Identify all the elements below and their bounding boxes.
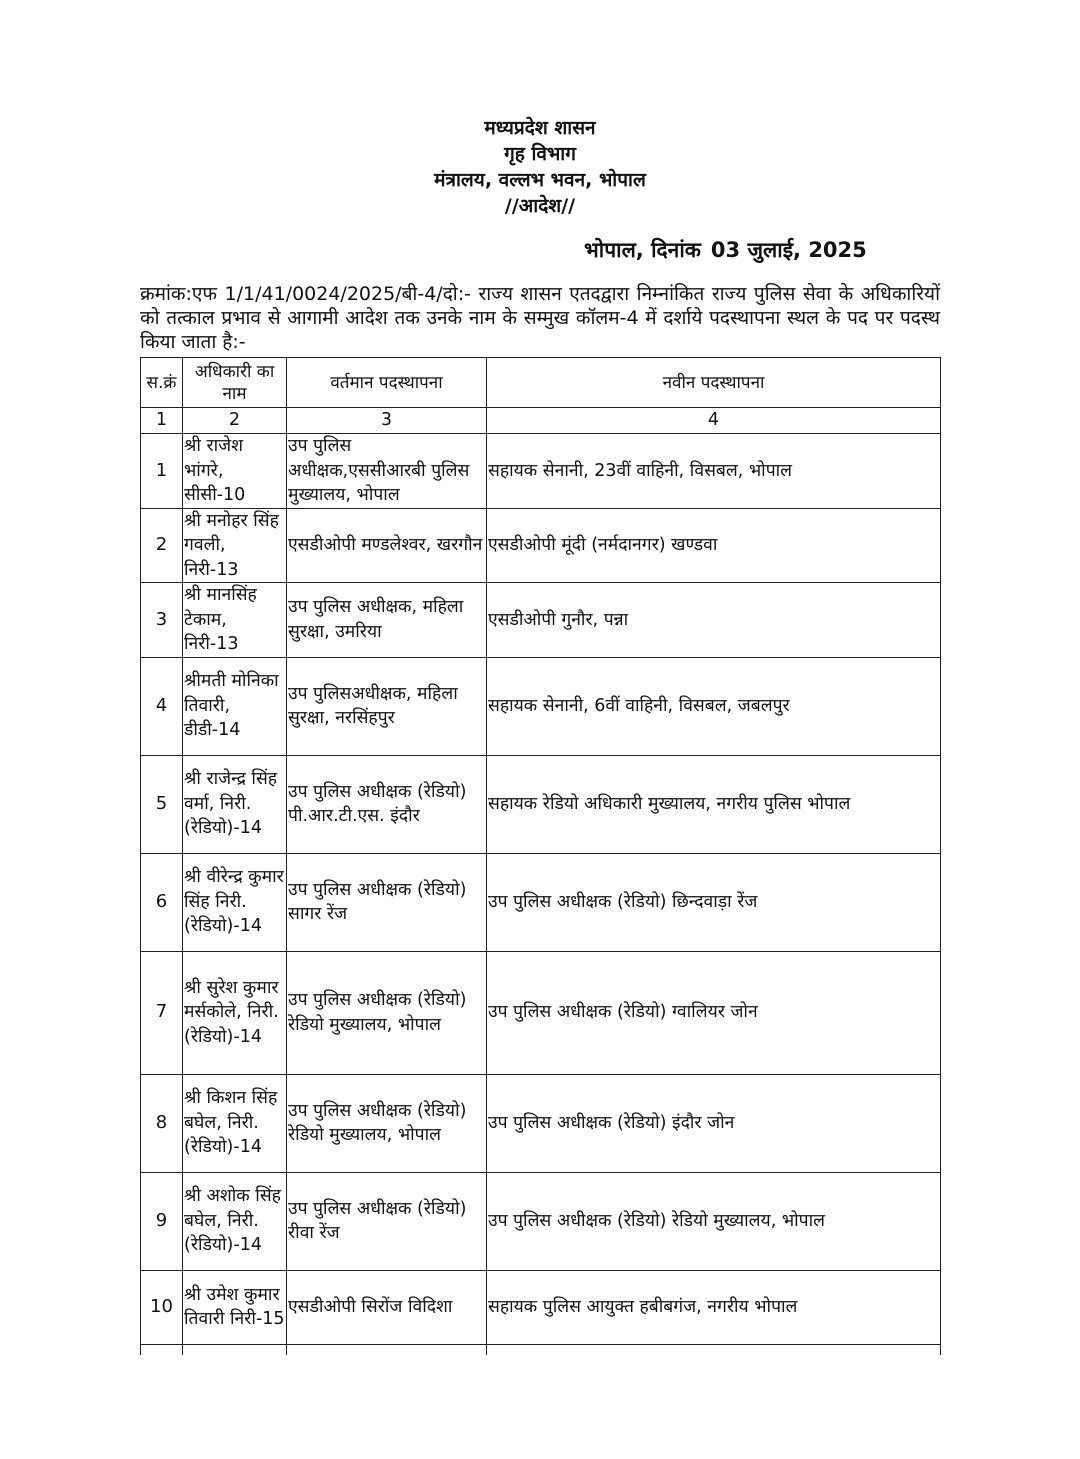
officer-name-cell: श्रीमती मोनिका तिवारी, डीडी-14 — [183, 657, 287, 755]
header-line-department: गृह विभाग — [504, 143, 576, 165]
table-row — [141, 583, 941, 658]
serial-cell: 8 — [141, 1074, 183, 1172]
continued-cell — [287, 1344, 487, 1355]
current-posting-cell: उप पुलिस अधीक्षक (रेडियो) रीवा रेंज — [287, 1172, 487, 1270]
officer-name-cell: श्री अशोक सिंह बघेल, निरी. (रेडियो)-14 — [183, 1172, 287, 1270]
serial-cell: 6 — [141, 853, 183, 951]
current-posting-cell: उप पुलिस अधीक्षक (रेडियो) रेडियो मुख्यालय, भोपाल — [287, 951, 487, 1074]
column-number: 3 — [287, 408, 487, 434]
officer-name-cell: श्री सुरेश कुमार मर्सकोले, निरी. (रेडियो)-14 — [183, 951, 287, 1074]
table-row — [141, 1270, 941, 1344]
header-officer-name: अधिकारी का नाम — [183, 358, 287, 408]
officer-name-cell: श्री वीरेन्द्र कुमार सिंह निरी. (रेडियो)-14 — [183, 853, 287, 951]
header-current-posting: वर्तमान पदस्थापना — [287, 358, 487, 408]
continued-cell — [141, 1344, 183, 1355]
header-line-address: मंत्रालय, वल्लभ भवन, भोपाल — [434, 169, 646, 191]
serial-cell: 10 — [141, 1270, 183, 1344]
header-line-govt: मध्यप्रदेश शासन — [484, 117, 596, 139]
serial-cell: 7 — [141, 951, 183, 1074]
table-row — [141, 1172, 941, 1270]
serial-cell: 1 — [141, 434, 183, 509]
current-posting-cell: उप पुलिसअधीक्षक, महिला सुरक्षा, नरसिंहपुर — [287, 657, 487, 755]
serial-cell: 4 — [141, 657, 183, 755]
table-row — [141, 657, 941, 755]
table-row — [141, 951, 941, 1074]
table-header-row — [141, 358, 941, 408]
current-posting-cell: उप पुलिस अधीक्षक, महिला सुरक्षा, उमरिया — [287, 583, 487, 658]
dateline-date: 03 जुलाई, 2025 — [710, 238, 867, 262]
current-posting-cell: एसडीओपी मण्डलेश्वर, खरगौन — [287, 508, 487, 583]
new-posting-cell: उप पुलिस अधीक्षक (रेडियो) छिन्दवाड़ा रेंज — [487, 853, 941, 951]
table-row-continued — [141, 1344, 941, 1355]
new-posting-cell: सहायक सेनानी, 23वीं वाहिनी, विसबल, भोपाल — [487, 434, 941, 509]
current-posting-cell: उप पुलिस अधीक्षक (रेडियो) पी.आर.टी.एस. इंदौर — [287, 755, 487, 853]
serial-cell: 3 — [141, 583, 183, 658]
column-number: 2 — [183, 408, 287, 434]
officer-name-cell: श्री उमेश कुमार तिवारी निरी-15 — [183, 1270, 287, 1344]
new-posting-cell: सहायक सेनानी, 6वीं वाहिनी, विसबल, जबलपुर — [487, 657, 941, 755]
dateline-place: भोपाल, दिनांक — [584, 238, 701, 262]
table-row — [141, 1074, 941, 1172]
serial-cell: 2 — [141, 508, 183, 583]
current-posting-cell: उप पुलिस अधीक्षक (रेडियो) रेडियो मुख्यालय, भोपाल — [287, 1074, 487, 1172]
serial-cell: 9 — [141, 1172, 183, 1270]
new-posting-cell: उप पुलिस अधीक्षक (रेडियो) रेडियो मुख्यालय, भोपाल — [487, 1172, 941, 1270]
header-line-order: //आदेश// — [504, 195, 576, 217]
current-posting-cell: उप पुलिस अधीक्षक,एससीआरबी पुलिस मुख्यालय, भोपाल — [287, 434, 487, 509]
current-posting-cell: एसडीओपी सिरोंज विदिशा — [287, 1270, 487, 1344]
officer-name-cell: श्री किशन सिंह बघेल, निरी. (रेडियो)-14 — [183, 1074, 287, 1172]
new-posting-cell: उप पुलिस अधीक्षक (रेडियो) ग्वालियर जोन — [487, 951, 941, 1074]
officer-name-cell: श्री राजेन्द्र सिंह वर्मा, निरी. (रेडियो)-14 — [183, 755, 287, 853]
order-intro-paragraph: क्रमांक:एफ 1/1/41/0024/2025/बी-4/दो:- राज्य शासन एतदद्वारा निम्नांकित राज्य पुलिस सेवा के अधिकारियों को तत्काल प्रभाव से आगामी आदेश तक उनके नाम के सम्मुख कॉलम-4 में दर्शाये पदस्थापना स्थल के पद पर पदस्थ किया जाता है:- — [140, 283, 940, 353]
header-new-posting: नवीन पदस्थापना — [487, 358, 941, 408]
column-number: 4 — [487, 408, 941, 434]
officer-name-cell: श्री मनोहर सिंह गवली, निरी-13 — [183, 508, 287, 583]
table-row — [141, 434, 941, 509]
table-row — [141, 755, 941, 853]
continued-cell — [183, 1344, 287, 1355]
table-column-number-row — [141, 408, 941, 434]
serial-cell: 5 — [141, 755, 183, 853]
officer-name-cell: श्री राजेश भांगरे, सीसी-10 — [183, 434, 287, 509]
column-number: 1 — [141, 408, 183, 434]
dateline — [584, 236, 867, 264]
officer-name-cell: श्री मानसिंह टेकाम, निरी-13 — [183, 583, 287, 658]
new-posting-cell: एसडीओपी मूंदी (नर्मदानगर) खण्डवा — [487, 508, 941, 583]
new-posting-cell: एसडीओपी गुनौर, पन्ना — [487, 583, 941, 658]
posting-table — [140, 357, 941, 1355]
continued-cell — [487, 1344, 941, 1355]
header-serial: स.क्रं — [141, 358, 183, 408]
table-row — [141, 508, 941, 583]
table-row — [141, 853, 941, 951]
current-posting-cell: उप पुलिस अधीक्षक (रेडियो) सागर रेंज — [287, 853, 487, 951]
new-posting-cell: सहायक रेडियो अधिकारी मुख्यालय, नगरीय पुलिस भोपाल — [487, 755, 941, 853]
new-posting-cell: सहायक पुलिस आयुक्त हबीबगंज, नगरीय भोपाल — [487, 1270, 941, 1344]
new-posting-cell: उप पुलिस अधीक्षक (रेडियो) इंदौर जोन — [487, 1074, 941, 1172]
